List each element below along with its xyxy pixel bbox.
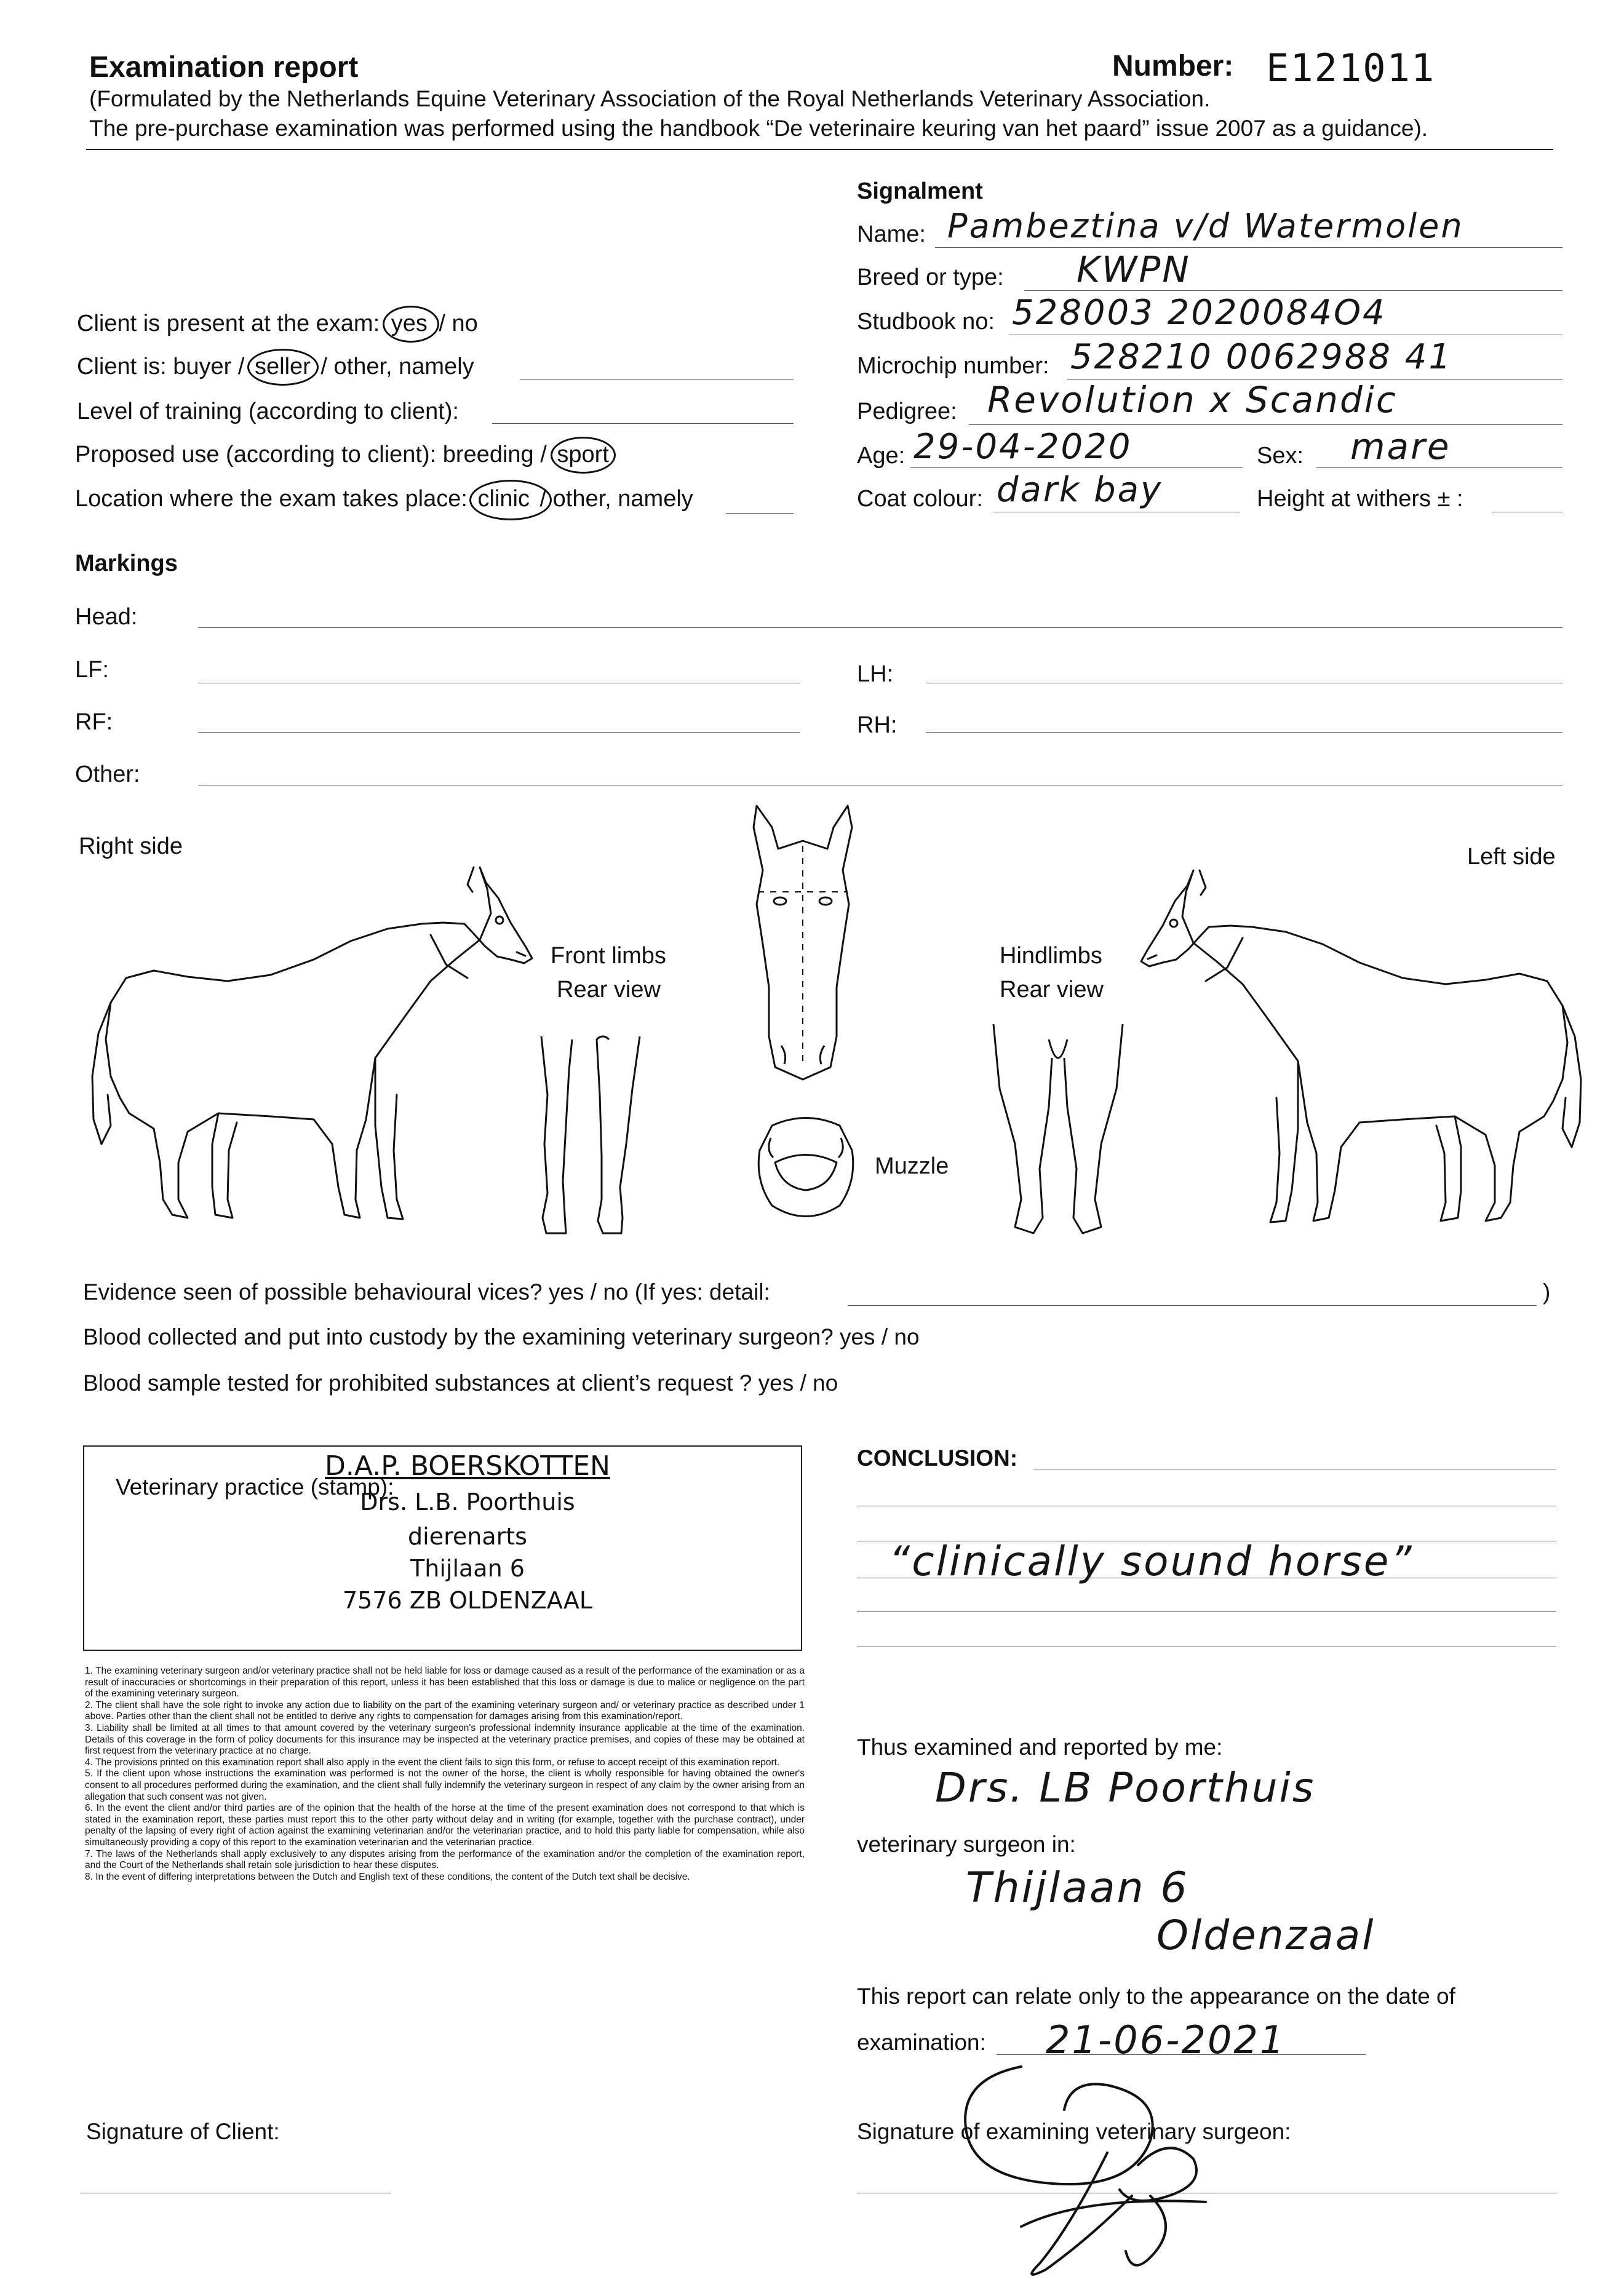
horse-left-side-diagram[interactable] bbox=[1132, 858, 1587, 1239]
selection-circle bbox=[383, 306, 439, 343]
location-label: Location where the exam takes place: bbox=[75, 486, 468, 512]
markings-rh-line[interactable] bbox=[926, 732, 1562, 733]
markings-lf-label: LF: bbox=[75, 657, 109, 683]
surgeon-in-line-1[interactable]: Thijlaan 6 bbox=[966, 1864, 1189, 1912]
vices-question: Evidence seen of possible behavioural vices? yes / no (If yes: detail: bbox=[83, 1279, 770, 1305]
microchip-value[interactable]: 528210 0062988 41 bbox=[1070, 337, 1453, 377]
name-line bbox=[935, 247, 1562, 248]
client-present-label: Client is present at the exam: bbox=[77, 311, 380, 336]
vices-close-paren: ) bbox=[1543, 1279, 1551, 1305]
markings-rf-label: RF: bbox=[75, 709, 113, 735]
term-8: 8. In the event of differing interpretations between the Dutch and English text of these conditions, the content of the Dutch text shall be decisive. bbox=[85, 1871, 690, 1882]
stamp-line-1: D.A.P. BOERSKOTTEN bbox=[325, 1450, 610, 1482]
conclusion-label: CONCLUSION: bbox=[857, 1445, 1018, 1471]
pedigree-value[interactable]: Revolution x Scandic bbox=[987, 379, 1398, 421]
conclusion-line-5 bbox=[857, 1611, 1556, 1612]
conclusion-value[interactable]: “clinically sound horse” bbox=[889, 1538, 1414, 1585]
location-clinic[interactable] bbox=[474, 486, 533, 512]
right-side-label: Right side bbox=[79, 833, 183, 859]
markings-other-label: Other: bbox=[75, 761, 140, 787]
markings-lh-label: LH: bbox=[857, 661, 894, 687]
horse-head-front-diagram[interactable] bbox=[744, 803, 861, 1086]
name-value[interactable]: Pambeztina v/d Watermolen bbox=[947, 207, 1464, 245]
hindlimbs-rear-view-label: Rear view bbox=[1000, 977, 1104, 1003]
term-5: 5. If the client upon whose instructions the examination was performed is not the owner of the horse, the client is wholly responsible for having obtained the owner's consent to all procedures performed during the examination, and the client shall fully indemnify the veterinary surgeon in respect of any claim by the owner arising from an allegation that such consent was not given. bbox=[85, 1768, 805, 1802]
surgeon-in-line-2[interactable]: Oldenzaal bbox=[1156, 1912, 1375, 1959]
sex-value[interactable]: mare bbox=[1350, 426, 1451, 467]
examined-by-label: Thus examined and reported by me: bbox=[857, 1735, 1223, 1760]
stamp-line-3: dierenarts bbox=[408, 1523, 527, 1550]
surgeon-in-label: veterinary surgeon in: bbox=[857, 1832, 1076, 1857]
header-divider bbox=[86, 149, 1553, 150]
client-present-row bbox=[77, 311, 478, 337]
left-side-label: Left side bbox=[1467, 844, 1556, 870]
client-present-yes-text: yes bbox=[391, 311, 428, 336]
proposed-use-label: Proposed use (according to client): breeding / bbox=[75, 442, 547, 467]
sex-label: Sex: bbox=[1257, 443, 1304, 469]
number-label: Number: bbox=[1112, 50, 1234, 82]
hindlimbs-rear-view-diagram[interactable] bbox=[984, 1021, 1132, 1242]
training-label: Level of training (according to client): bbox=[77, 399, 459, 424]
muzzle-label: Muzzle bbox=[875, 1153, 949, 1179]
term-6: 6. In the event the client and/or third parties are of the opinion that the health of the horse at the time of the present examination does not correspond to that which is stated in the examination report, these parties must report this to the other party without delay and in writing (for example, together with the purchase contract), under penalty of the lapsing of every right of action against the examining veterinarian and/or the veterinarian practice, and to hold this party liable for compensation, while also simultaneously providing a copy of this report to the examination veterinarian and the veterinarian practice. bbox=[85, 1803, 805, 1848]
exam-date-value[interactable]: 21-06-2021 bbox=[1046, 2017, 1286, 2062]
breed-value[interactable]: KWPN bbox=[1077, 248, 1191, 290]
term-7: 7. The laws of the Netherlands shall apply exclusively to any disputes arising from the performance of the examination and/or the completion of the examination report, and the Court of the Netherlands shall retain sole jurisdiction to hear these disputes. bbox=[85, 1848, 805, 1871]
breed-label: Breed or type: bbox=[857, 264, 1004, 290]
client-present-yes[interactable] bbox=[386, 311, 432, 337]
location-other-line[interactable] bbox=[726, 513, 794, 514]
appearance-note: This report can relate only to the appearance on the date of bbox=[857, 1984, 1455, 2009]
name-label: Name: bbox=[857, 221, 926, 247]
coat-value[interactable]: dark bay bbox=[997, 470, 1163, 510]
proposed-use-sport-text: sport bbox=[557, 442, 609, 467]
microchip-label: Microchip number: bbox=[857, 353, 1049, 379]
training-line[interactable] bbox=[492, 423, 794, 424]
location-other[interactable]: / other, namely bbox=[539, 486, 693, 512]
pedigree-label: Pedigree: bbox=[857, 399, 957, 424]
subtitle-line-1: (Formulated by the Netherlands Equine Veterinary Association of the Royal Netherlands Veterinary Association. bbox=[89, 86, 1211, 111]
blood-tested-question: Blood sample tested for prohibited substances at client’s request ? yes / no bbox=[83, 1370, 838, 1396]
stamp-line-5: 7576 ZB OLDENZAAL bbox=[343, 1587, 592, 1614]
proposed-use-sport[interactable] bbox=[553, 442, 612, 468]
coat-label: Coat colour: bbox=[857, 486, 983, 512]
markings-head-line[interactable] bbox=[198, 627, 1562, 628]
client-present-no[interactable]: / no bbox=[439, 311, 478, 336]
client-is-row bbox=[77, 354, 474, 380]
term-4: 4. The provisions printed on this examination report shall also apply in the event the client fails to sign this form, or refuse to accept receipt of this examination report. bbox=[85, 1757, 780, 1768]
report-number: E121011 bbox=[1266, 46, 1436, 90]
selection-circle bbox=[551, 437, 616, 474]
subtitle-line-2: The pre-purchase examination was performed using the handbook “De veterinaire keuring van het paard” issue 2007 as a guidance). bbox=[89, 116, 1428, 141]
blood-custody-question: Blood collected and put into custody by the examining veterinary surgeon? yes / no bbox=[83, 1324, 920, 1349]
pedigree-line bbox=[969, 424, 1562, 425]
studbook-label: Studbook no: bbox=[857, 309, 995, 335]
markings-head-label: Head: bbox=[75, 604, 138, 630]
age-line bbox=[910, 467, 1243, 468]
front-limbs-label: Front limbs bbox=[551, 943, 666, 969]
vet-signature-label: Signature of examining veterinary surgeon: bbox=[857, 2119, 1291, 2144]
client-is-seller-text: seller bbox=[255, 354, 311, 380]
exam-date-label: examination: bbox=[857, 2030, 986, 2055]
examined-by-value[interactable]: Drs. LB Poorthuis bbox=[935, 1764, 1316, 1811]
proposed-use-row bbox=[75, 442, 613, 468]
markings-heading: Markings bbox=[75, 550, 178, 576]
vet-signature-scribble bbox=[947, 2042, 1292, 2288]
term-3: 3. Liability shall be limited at all times to that amount covered by the veterinary surgeon's professional indemnity insurance applicable at the time of the examination. Details of this coverage in the form of policy documents for this insurance may be inspected at the veterinary practice premises, and copies of these may be obtained at first request from the veterinary practice at no charge. bbox=[85, 1722, 805, 1757]
stamp-line-4: Thijlaan 6 bbox=[410, 1555, 525, 1582]
age-value[interactable]: 29-04-2020 bbox=[914, 427, 1132, 467]
horse-right-side-diagram[interactable] bbox=[86, 855, 541, 1236]
term-1: 1. The examining veterinary surgeon and/or veterinary practice shall not be held liable for loss or damage caused as a result of the performance of the examination or as a result of inaccuracies or shortcomings in their preparation of this report, unless it has been established that this loss or damage is due to malice or negligence on the part of the examining veterinary surgeon. bbox=[85, 1666, 805, 1699]
client-other-line[interactable] bbox=[520, 379, 794, 380]
term-2: 2. The client shall have the sole right to invoke any action due to liability on the part of the examining veterinary surgeon and/ or veterinary practice as described under 1 above. Parties other than the client shall not be entitled to derive any rights to compensation for damages arising from this examination/report. bbox=[85, 1699, 805, 1722]
signalment-heading: Signalment bbox=[857, 178, 983, 204]
selection-circle bbox=[469, 480, 552, 520]
horse-muzzle-diagram[interactable] bbox=[754, 1113, 858, 1224]
page-title: Examination report bbox=[89, 51, 359, 84]
age-label: Age: bbox=[857, 443, 906, 469]
location-clinic-text: clinic bbox=[477, 486, 530, 512]
client-is-seller[interactable] bbox=[251, 354, 314, 380]
stamp-line-2: Drs. L.B. Poorthuis bbox=[360, 1488, 575, 1516]
sex-line bbox=[1316, 467, 1562, 468]
client-is-label: Client is: buyer / bbox=[77, 354, 245, 380]
terms-and-conditions bbox=[85, 1666, 805, 1883]
selection-circle bbox=[247, 349, 319, 386]
vices-detail-line[interactable] bbox=[848, 1305, 1537, 1306]
breed-line bbox=[1024, 290, 1562, 291]
stamp-label: Veterinary practice (stamp): bbox=[116, 1474, 394, 1500]
location-row bbox=[75, 486, 693, 512]
markings-rh-label: RH: bbox=[857, 712, 898, 738]
client-signature-label: Signature of Client: bbox=[86, 2119, 280, 2144]
studbook-value[interactable]: 528003 2020084O4 bbox=[1012, 293, 1387, 333]
front-limbs-rear-view-label: Rear view bbox=[557, 977, 661, 1003]
height-label: Height at withers ± : bbox=[1257, 486, 1463, 512]
hindlimbs-label: Hindlimbs bbox=[1000, 943, 1102, 969]
markings-rf-line[interactable] bbox=[198, 732, 800, 733]
front-limbs-rear-view-diagram[interactable] bbox=[529, 1033, 652, 1239]
client-is-other[interactable]: / other, namely bbox=[320, 354, 474, 380]
